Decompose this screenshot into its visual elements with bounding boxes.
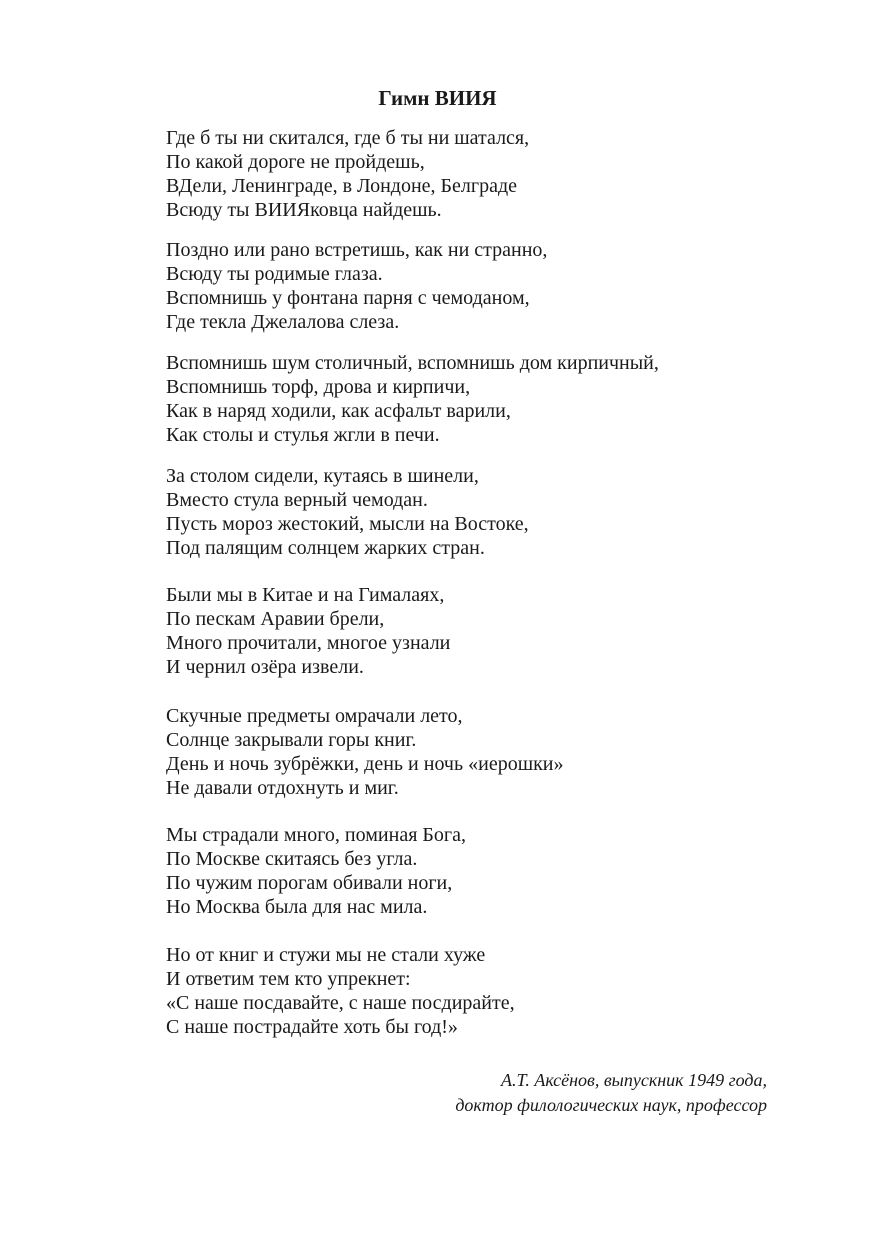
stanza-4 — [166, 464, 806, 560]
poem-line: Но Москва была для нас мила. — [166, 896, 428, 918]
poem-line: Вместо стула верный чемодан. — [166, 489, 428, 511]
poem-line: День и ночь зубрёжки, день и ночь «иерошки» — [166, 753, 564, 775]
poem-line: С наше пострадайте хоть бы год!» — [166, 1016, 458, 1038]
poem-line: По Москве скитаясь без угла. — [166, 848, 418, 870]
author-title-line: доктор филологических наук, профессор — [455, 1095, 767, 1115]
poem-line: Мы страдали много, поминая Бога, — [166, 824, 466, 846]
poem-line: Вспомнишь у фонтана парня с чемоданом, — [166, 287, 530, 309]
poem-line: Всюду ты ВИИЯковца найдешь. — [166, 199, 442, 221]
poem-line: И ответим тем кто упрекнет: — [166, 968, 411, 990]
poem-line: И чернил озёра извели. — [166, 656, 364, 678]
stanza-2 — [166, 238, 806, 334]
page-title: Гимн ВИИЯ — [378, 86, 497, 110]
stanza-3 — [166, 351, 806, 447]
poem-line: Вспомнишь торф, дрова и кирпичи, — [166, 376, 471, 398]
poem-line: Но от книг и стужи мы не стали хуже — [166, 944, 486, 966]
stanza-6 — [166, 704, 806, 800]
poem-line: За столом сидели, кутаясь в шинели, — [166, 465, 479, 487]
poem-line: По чужим порогам обивали ноги, — [166, 872, 453, 894]
poem-line: Поздно или рано встретишь, как ни странно, — [166, 239, 548, 261]
stanza-5 — [166, 583, 806, 679]
poem-line: «С наше посдавайте, с наше посдирайте, — [166, 992, 515, 1014]
poem-line: Были мы в Китае и на Гималаях, — [166, 584, 445, 606]
poem-line: По пескам Аравии брели, — [166, 608, 385, 630]
poem-line: Вспомнишь шум столичный, вспомнишь дом кирпичный, — [166, 352, 659, 374]
stanza-7 — [166, 823, 806, 919]
author-name-line: А.Т. Аксёнов, выпускник 1949 года, — [501, 1070, 767, 1090]
poem-line: Скучные предметы омрачали лето, — [166, 705, 463, 727]
poem-line: Пусть мороз жестокий, мысли на Востоке, — [166, 513, 529, 535]
poem-line: Всюду ты родимые глаза. — [166, 263, 383, 285]
poem-line: Под палящим солнцем жарких стран. — [166, 537, 485, 559]
poem-line: По какой дороге не пройдешь, — [166, 151, 425, 173]
poem-line: Много прочитали, многое узнали — [166, 632, 451, 654]
poem-line: Где б ты ни скитался, где б ты ни шатался, — [166, 127, 530, 149]
poem-line: Как столы и стулья жгли в печи. — [166, 424, 440, 446]
stanza-8 — [166, 943, 806, 1039]
author-signature — [455, 1068, 767, 1118]
poem-line: Солнце закрывали горы книг. — [166, 729, 417, 751]
poem-line: Где текла Джелалова слеза. — [166, 311, 400, 333]
stanza-1 — [166, 126, 806, 222]
poem-line: Как в наряд ходили, как асфальт варили, — [166, 400, 511, 422]
poem-line: Не давали отдохнуть и миг. — [166, 777, 399, 799]
poem-line: ВДели, Ленинграде, в Лондоне, Белграде — [166, 175, 518, 197]
